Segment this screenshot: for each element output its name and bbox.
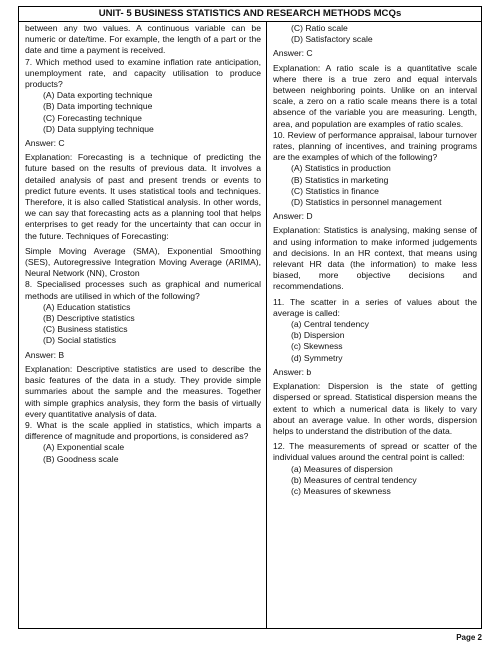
- intro-paragraph: between any two values. A continuous variable can be numeric or date/time. For example, the length of a part or the date and time a payment is received.: [25, 23, 261, 56]
- question-12: 12. The measurements of spread or scatter of the individual values around the central point is called:: [273, 441, 477, 463]
- column-divider: [266, 22, 267, 629]
- q10-option-a: (A) Statistics in production: [291, 163, 391, 174]
- right-column: [273, 23, 477, 497]
- q7-option-a: (A) Data exporting technique: [43, 90, 153, 101]
- q11-option-a: (a) Central tendency: [291, 319, 369, 330]
- question-11: 11. The scatter in a series of values about the average is called:: [273, 296, 477, 318]
- q8-explanation: Explanation: Descriptive statistics are used to describe the basic features of the data in a study. They provide simple summaries about the sample and the measures. Together with simple graphics analysis, they form the basis of virtually every quantitative analysis of data.: [25, 363, 261, 419]
- q11-option-d: (d) Symmetry: [291, 352, 343, 363]
- question-9: 9. What is the scale applied in statistics, which imparts a difference of magnitude and proportions, is considered as?: [25, 419, 261, 442]
- q8-option-b: (B) Descriptive statistics: [43, 313, 135, 324]
- question-8: 8. Specialised processes such as graphical and numerical methods are utilised in which of the following?: [25, 279, 261, 301]
- q9-option-a: (A) Exponential scale: [43, 442, 125, 453]
- q7-techniques: Simple Moving Average (SMA), Exponential Smoothing (SES), Autoregressive Integration Moving Average (ARIMA), Neural Network (NN), Croston: [25, 245, 261, 279]
- q12-option-a: (a) Measures of dispersion: [291, 463, 393, 474]
- q7-option-d: (D) Data supplying technique: [43, 123, 154, 134]
- q8-answer: Answer: B: [25, 349, 65, 360]
- q9-option-b: (B) Goodness scale: [43, 453, 119, 464]
- q10-answer: Answer: D: [273, 211, 313, 222]
- q11-answer: Answer: b: [273, 366, 312, 377]
- left-column: [25, 23, 261, 465]
- q10-option-c: (C) Statistics in finance: [291, 185, 379, 196]
- page-number: Page 2: [456, 633, 482, 642]
- q12-option-b: (b) Measures of central tendency: [291, 474, 417, 485]
- question-7: 7. Which method used to examine inflation rate anticipation, unemployment rate, and capacity utilisation to produce products?: [25, 56, 261, 90]
- question-10: 10. Review of performance appraisal, labour turnover rates, planning of incentives, and training programs are the examples of which of the following?: [273, 129, 477, 163]
- q8-option-a: (A) Education statistics: [43, 301, 131, 312]
- q10-option-b: (B) Statistics in marketing: [291, 174, 389, 185]
- q10-explanation: Explanation: Statistics is analysing, making sense of and using information to make informed judgements and decisions. In an HR context, that means using relevant HR data (the information) to make less biased, more objective decisions and recommendations.: [273, 225, 477, 292]
- q7-explanation: Explanation: Forecasting is a technique of predicting the future based on the results of previous data. It involves a detailed analysis of past and present trends or events to predict future events. It uses statistical tools and techniques. Therefore, it is also called Statistical analysis. In other words, we can say that forecasting acts as a planning tool that helps enterprises to get ready for the uncertainty that can occur in the future. Techniques of Forecasting:: [25, 152, 261, 241]
- q8-option-c: (C) Business statistics: [43, 324, 128, 335]
- q9-option-d: (D) Satisfactory scale: [291, 34, 373, 45]
- page-frame: [18, 6, 482, 629]
- page-header: UNIT- 5 BUSINESS STATISTICS AND RESEARCH METHODS MCQs: [19, 7, 481, 22]
- q9-explanation: Explanation: A ratio scale is a quantitative scale where there is a true zero and equal intervals between neighboring points. Unlike on an interval scale, a zero on a ratio scale means there is a total absence of the variable you are measuring. Length, area, and population are examples of ratio scales.: [273, 62, 477, 129]
- q11-explanation: Explanation: Dispersion is the state of getting dispersed or spread. Statistical dispersion means the extent to which a numerical data is likely to vary about an average value. In other words, dispersion helps to understand the distribution of the data.: [273, 381, 477, 436]
- q7-option-c: (C) Forecasting technique: [43, 112, 142, 123]
- q8-option-d: (D) Social statistics: [43, 335, 117, 346]
- q12-option-c: (c) Measures of skewness: [291, 485, 391, 496]
- q11-option-b: (b) Dispersion: [291, 330, 345, 341]
- q9-option-c: (C) Ratio scale: [291, 23, 348, 33]
- q11-option-c: (c) Skewness: [291, 341, 343, 352]
- q7-option-b: (B) Data importing technique: [43, 101, 153, 112]
- q7-answer: Answer: C: [25, 138, 65, 149]
- q9-answer: Answer: C: [273, 48, 313, 59]
- q10-option-d: (D) Statistics in personnel management: [291, 197, 442, 208]
